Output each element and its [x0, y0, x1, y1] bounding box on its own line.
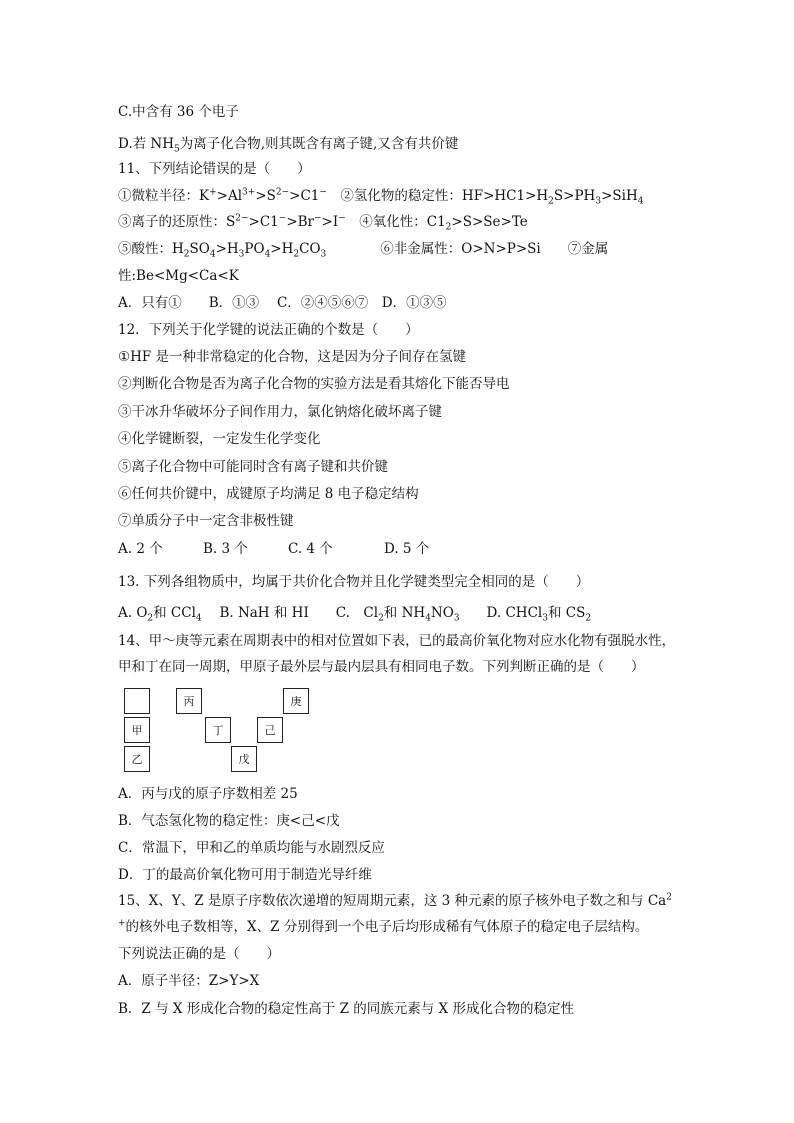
answer-option: A. 2 个: [118, 541, 163, 557]
text-line-l09: [118, 320, 419, 340]
answer-option: C. 4 个: [288, 541, 333, 557]
text-segment: 2: [183, 249, 190, 260]
text-segment: 3+: [242, 187, 256, 198]
text-segment: ③离子的还原性：S: [118, 214, 236, 230]
answer-option: B. 3 个: [203, 541, 248, 557]
text-line-l17: [118, 539, 444, 559]
text-segment: ⑦单质分子中一定含非极性键: [118, 513, 294, 529]
text-segment: 2: [548, 196, 554, 207]
text-segment: >H: [215, 241, 239, 257]
text-segment: ①HF 是一种非常稳定的化合物，这是因为分子间存在氢键: [118, 349, 467, 365]
table-cell-ding: 丁: [205, 717, 231, 743]
text-line-l01: [118, 102, 239, 122]
text-line-l30: [118, 999, 574, 1019]
text-line-l24: [118, 838, 385, 858]
text-segment: −: [314, 213, 322, 224]
text-segment: +: [209, 187, 217, 198]
text-segment: >Al: [216, 188, 243, 204]
table-cell-jia: 甲: [124, 717, 150, 743]
text-segment: SO: [189, 241, 210, 257]
text-line-l15: [118, 484, 419, 504]
text-line-l27: [118, 917, 648, 937]
table-cell-bing: 丙: [176, 688, 202, 714]
text-segment: NO: [430, 605, 454, 621]
text-line-l02: [118, 134, 458, 154]
text-segment: 4: [195, 613, 202, 624]
text-line-l14: [118, 457, 388, 477]
text-line-l21: [118, 657, 645, 677]
text-segment: ④氧化性：C1: [345, 214, 446, 230]
text-segment: >Br: [286, 214, 314, 230]
text-segment: CO: [299, 241, 321, 257]
text-segment: 3: [453, 613, 460, 624]
text-line-l23: [118, 811, 340, 831]
text-segment: C．常温下，甲和乙的单质均能与水剧烈反应: [118, 840, 385, 856]
text-segment: A．丙与戊的原子序数相差 25: [118, 786, 298, 802]
text-segment: 4: [209, 249, 216, 260]
text-segment: 13. 下列各组物质中，均属于共价化合物并且化学键类型完全相同的是（ ）: [118, 574, 590, 590]
text-segment: D.若 NH: [118, 136, 175, 152]
text-segment: −: [338, 213, 346, 224]
text-line-l18: [118, 572, 589, 592]
text-line-l04: [118, 186, 643, 206]
text-segment: −: [278, 213, 287, 224]
text-segment: 3: [320, 249, 327, 260]
text-segment: 下列说法正确的是（ ）: [118, 946, 280, 962]
text-segment: 甲和丁在同一周期，甲原子最外层与最内层具有相同电子数。下列判断正确的是（ ）: [118, 659, 645, 675]
text-line-l08: [118, 293, 447, 313]
text-segment: 12．下列关于化学键的说法正确的个数是（ ）: [118, 322, 419, 338]
text-segment: >C1: [289, 188, 320, 204]
text-segment: 3: [238, 249, 245, 260]
text-segment: 3: [542, 613, 548, 624]
text-segment: 和 NH: [383, 605, 426, 621]
text-line-l22: [118, 784, 298, 804]
text-segment: 2: [445, 222, 452, 233]
text-segment: B．Z 与 X 形成化合物的稳定性高于 Z 的同族元素与 X 形成化合物的稳定性: [118, 1001, 574, 1017]
text-line-l07: [118, 266, 239, 286]
text-line-l11: [118, 374, 510, 394]
text-line-l29: [118, 971, 259, 991]
text-segment: 的核外电子数相等，X、Z 分别得到一个电子后均形成稀有气体原子的稳定电子层结构。: [125, 919, 649, 935]
text-segment: 2−: [235, 213, 249, 224]
table-cell-empty: [124, 688, 150, 714]
text-segment: >I: [321, 214, 339, 230]
text-line-l05: [118, 212, 528, 232]
text-line-l20: [118, 631, 675, 651]
text-line-l10: [118, 347, 466, 367]
text-line-l13: [118, 429, 321, 449]
text-segment: 2: [147, 613, 154, 624]
text-segment: PO: [244, 241, 265, 257]
text-segment: >H: [270, 241, 294, 257]
text-segment: A. O: [118, 605, 148, 621]
text-segment: 11、下列结论错误的是（ ）: [118, 161, 311, 177]
text-segment: A．原子半径：Z>Y>X: [118, 973, 260, 989]
text-segment: 3: [595, 196, 602, 207]
text-segment: −: [319, 187, 327, 198]
text-segment: D. CHCl: [459, 605, 543, 621]
text-segment: 和 CS: [547, 605, 586, 621]
text-segment: D．丁的最高价氧化物可用于制造光导纤维: [118, 867, 372, 883]
text-line-l25: [118, 865, 372, 885]
text-line-l12: [118, 402, 442, 422]
text-segment: >S: [255, 188, 276, 204]
text-segment: 2: [585, 613, 592, 624]
text-segment: 2: [666, 892, 672, 903]
text-segment: C.中含有 36 个电子: [118, 104, 239, 120]
text-segment: S>PH: [553, 188, 596, 204]
text-line-l26: [118, 891, 672, 911]
text-segment: ⑤酸性：H: [118, 241, 184, 257]
text-segment: 为离子化合物,则其既含有离子键,又含有共价键: [179, 136, 459, 152]
text-segment: >S>Se>Te: [451, 214, 528, 230]
text-segment: >C1: [248, 214, 279, 230]
table-cell-wu: 戊: [231, 746, 257, 772]
answer-option: D. 5 个: [384, 541, 430, 557]
text-segment: 15、X、Y、Z 是原子序数依次递增的短周期元素，这 3 种元素的原子核外电子数之和与 Ca: [118, 893, 667, 909]
text-line-l28: [118, 944, 280, 964]
text-line-l16: [118, 511, 294, 531]
text-segment: 和 CCl: [153, 605, 196, 621]
text-segment: 2: [378, 613, 384, 624]
text-segment: 2−: [275, 187, 290, 198]
text-segment: +: [118, 918, 126, 929]
text-segment: B．气态氢化物的稳定性：庚<己<戊: [118, 813, 340, 829]
table-cell-yi: 乙: [124, 746, 150, 772]
text-segment: 性:Be<Mg<Ca<K: [118, 268, 239, 284]
text-line-l06: [118, 239, 608, 259]
text-segment: ④化学键断裂，一定发生化学变化: [118, 431, 321, 447]
text-segment: 4: [425, 613, 431, 624]
text-segment: ⑥任何共价键中，成键原子均满足 8 电子稳定结构: [118, 486, 419, 502]
text-segment: 2: [293, 249, 300, 260]
table-cell-ji: 己: [257, 717, 283, 743]
text-segment: A．只有① B．①③ C．②④⑤⑥⑦ D．①③⑤: [118, 295, 447, 311]
periodic-table-figure: [124, 688, 324, 774]
text-segment: ⑤离子化合物中可能同时含有离子键和共价键: [118, 459, 388, 475]
text-segment: 4: [264, 249, 271, 260]
text-segment: ③干冰升华破坏分子间作用力，氯化钠熔化破坏离子键: [118, 404, 442, 420]
text-segment: B. NaH 和 HI C. Cl: [201, 605, 379, 621]
table-cell-geng: 庚: [283, 688, 309, 714]
text-segment: 5: [174, 144, 180, 155]
text-line-l03: [118, 159, 311, 179]
text-segment: ②判断化合物是否为离子化合物的实验方法是看其熔化下能否导电: [118, 376, 510, 392]
text-segment: 14、甲～庚等元素在周期表中的相对位置如下表，已的最高价氧化物对应水化物有强脱水性，: [118, 633, 676, 649]
text-segment: >SiH: [601, 188, 638, 204]
text-segment: ⑥非金属性：O>N>P>Si ⑦金属: [326, 241, 609, 257]
text-line-l19: [118, 603, 591, 623]
text-segment: 4: [637, 196, 644, 207]
text-segment: ①微粒半径：K: [118, 188, 210, 204]
text-segment: ②氢化物的稳定性：HF>HC1>H: [326, 188, 549, 204]
